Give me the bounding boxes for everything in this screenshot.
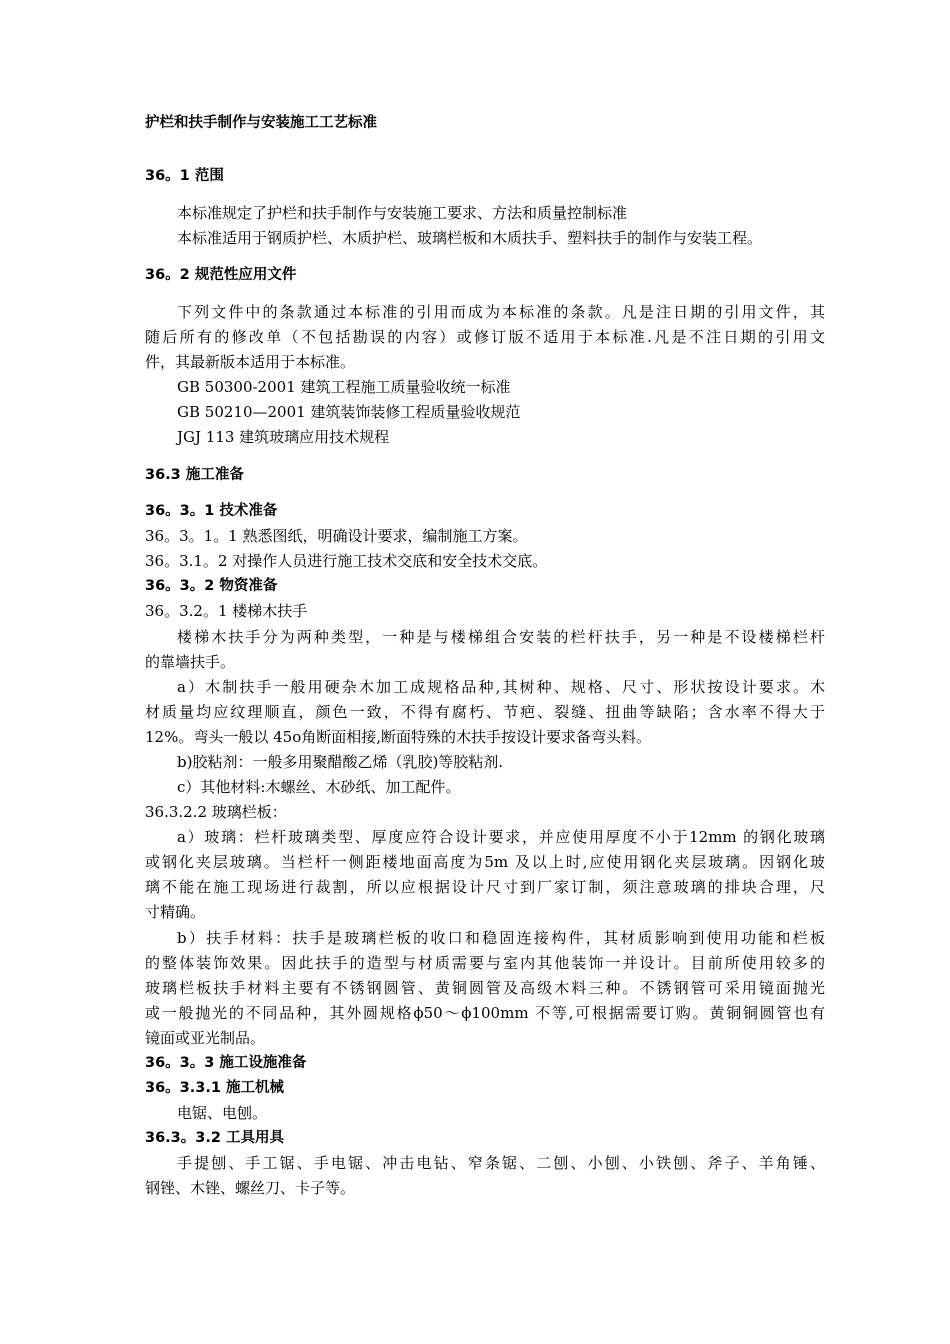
wood-handrail-item-a-line-1: a）木制扶手一般用硬杂木加工成规格品种,其树种、规格、尺寸、形状按设计要求。木 — [177, 678, 825, 696]
wood-handrail-paragraph-line-2: 的靠墙扶手。 — [145, 653, 236, 671]
technical-item-2: 36。3.1。2 对操作人员进行施工技术交底和安全技术交底。 — [145, 552, 548, 570]
glass-panel-item-a-line-4: 寸精确。 — [145, 903, 206, 921]
scope-paragraph-1: 本标准规定了护栏和扶手制作与安装施工要求、方法和质量控制标准 — [177, 204, 628, 222]
section-heading-normative-references: 36。2 规范性应用文件 — [145, 267, 297, 283]
glass-panel-item-b-line-3: 玻璃栏板扶手材料主要有不锈钢圆管、黄铜圆管及高级木料三种。不锈钢管可采用镜面抛光 — [145, 979, 825, 997]
reference-item-jgj113: JGJ 113 建筑玻璃应用技术规程 — [177, 428, 390, 446]
reference-item-gb50300: GB 50300-2001 建筑工程施工质量验收统一标准 — [177, 378, 511, 396]
wood-handrail-paragraph-line-1: 楼梯木扶手分为两种类型，一种是与楼梯组合安装的栏杆扶手，另一种是不设楼梯栏杆 — [177, 628, 825, 646]
scope-paragraph-2: 本标准适用于钢质护栏、木质护栏、玻璃栏板和木质扶手、塑料扶手的制作与安装工程。 — [177, 229, 763, 247]
section-heading-scope: 36。1 范围 — [145, 168, 224, 184]
glass-panel-item-a-line-3: 璃不能在施工现场进行裁割，所以应根据设计尺寸到厂家订制，须注意玻璃的排块合理，尺 — [145, 878, 825, 896]
glass-panel-item-b-line-5: 镜面或亚光制品。 — [145, 1029, 266, 1047]
wood-handrail-item-c: c）其他材料:木螺丝、木砂纸、加工配件。 — [177, 778, 461, 796]
glass-panel-item-a-line-1: a）玻璃：栏杆玻璃类型、厚度应符合设计要求，并应使用厚度不小于12mm 的钢化玻璃 — [177, 828, 825, 846]
machinery-list: 电锯、电刨。 — [177, 1104, 268, 1122]
subsection-heading-technical-preparation: 36。3。1 技术准备 — [145, 503, 278, 519]
wood-handrail-item-a-line-3: 12%。弯头一般以 45o角断面相接,断面特殊的木扶手按设计要求备弯头料。 — [145, 728, 651, 746]
reference-item-gb50210: GB 50210—2001 建筑装饰装修工程质量验收规范 — [177, 403, 521, 421]
tools-list-line-1: 手提刨、手工锯、手电锯、冲击电钻、窄条锯、二刨、小刨、小铁刨、斧子、羊角锤、 — [177, 1154, 825, 1172]
technical-item-1: 36。3。1。1 熟悉图纸，明确设计要求，编制施工方案。 — [145, 527, 528, 545]
section-heading-preparation: 36.3 施工准备 — [145, 467, 244, 483]
references-paragraph-line-3: 件，其最新版本适用于本标准。 — [145, 353, 356, 371]
clause-heading-construction-machinery: 36。3.3.1 施工机械 — [145, 1080, 285, 1096]
clause-heading-tools: 36.3。3.2 工具用具 — [145, 1130, 285, 1146]
tools-list-line-2: 钢锉、木锉、螺丝刀、卡子等。 — [145, 1179, 356, 1197]
clause-heading-wood-handrail: 36。3.2。1 楼梯木扶手 — [145, 602, 308, 620]
glass-panel-item-b-line-4: 或一般抛光的不同品种，其外圆规格ϕ50～ϕ100mm 不等,可根据需要订购。黄铜铜圆管也有 — [145, 1004, 825, 1022]
references-paragraph-line-1: 下列文件中的条款通过本标准的引用而成为本标准的条款。凡是注日期的引用文件，其 — [177, 303, 825, 321]
wood-handrail-item-b: b)胶粘剂：一般多用聚醋酸乙烯（乳胶)等胶粘剂. — [177, 753, 504, 771]
glass-panel-item-a-line-2: 或钢化夹层玻璃。当栏杆一侧距楼地面高度为5m 及以上时,应使用钢化夹层玻璃。因钢化玻 — [145, 853, 825, 871]
subsection-heading-construction-facilities: 36。3。3 施工设施准备 — [145, 1055, 307, 1071]
subsection-heading-material-preparation: 36。3。2 物资准备 — [145, 578, 278, 594]
glass-panel-item-b-line-1: b）扶手材料：扶手是玻璃栏板的收口和稳固连接构件，其材质影响到使用功能和栏板 — [177, 929, 825, 947]
references-paragraph-line-2: 随后所有的修改单（不包括勘误的内容）或修订版不适用于本标准.凡是不注日期的引用文 — [145, 328, 825, 346]
wood-handrail-item-a-line-2: 材质量均应纹理顺直，颜色一致，不得有腐朽、节疤、裂缝、扭曲等缺陷；含水率不得大于 — [145, 703, 825, 721]
clause-heading-glass-panel: 36.3.2.2 玻璃栏板： — [145, 803, 287, 821]
doc-title: 护栏和扶手制作与安装施工工艺标准 — [145, 115, 377, 131]
glass-panel-item-b-line-2: 的整体装饰效果。因此扶手的造型与材质需要与室内其他装饰一并设计。目前所使用较多的 — [145, 954, 825, 972]
